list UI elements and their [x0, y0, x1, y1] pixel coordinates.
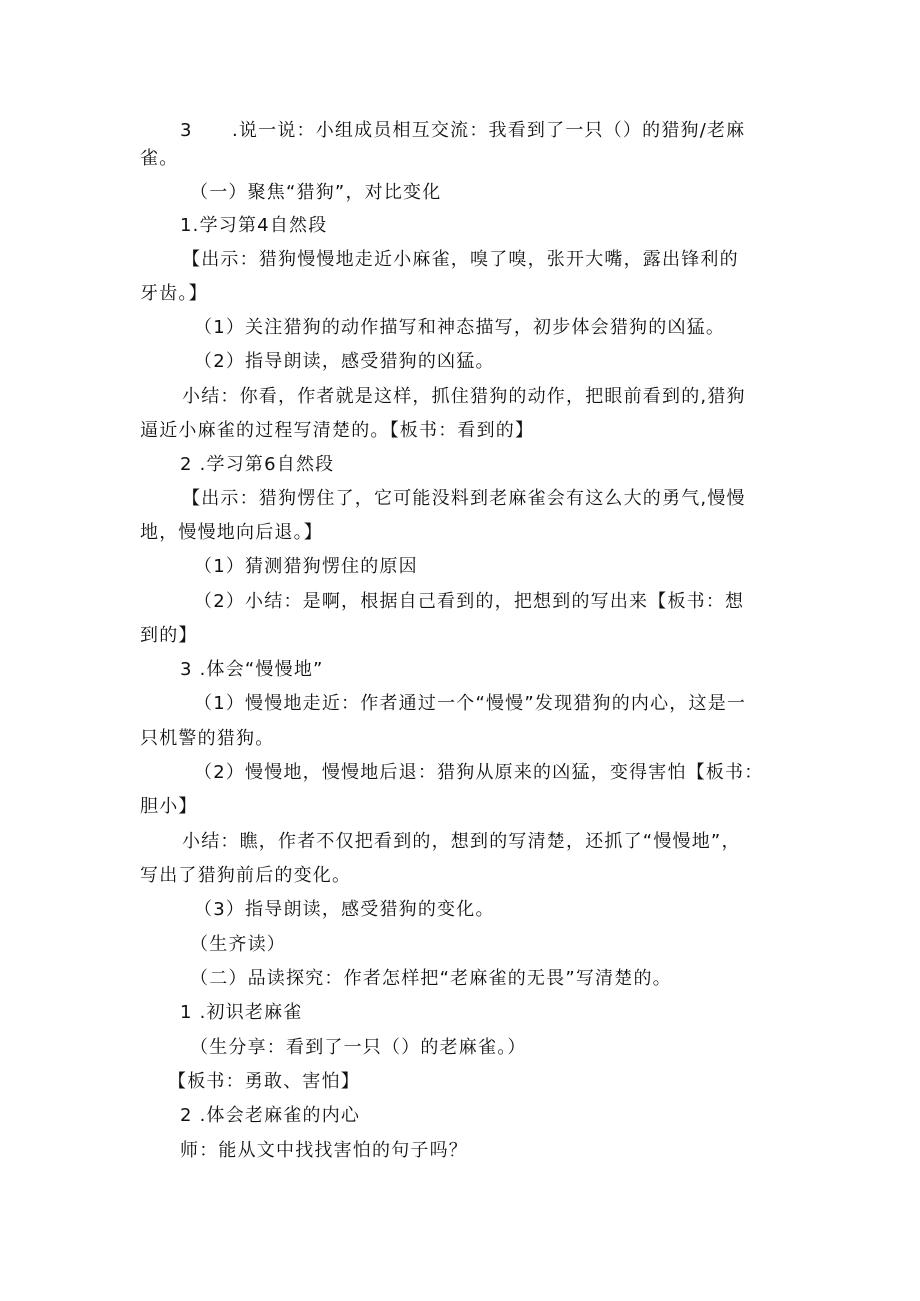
section-heading-2: （二）品读探究：作者怎样把“老麻雀的无畏”写清楚的。 — [190, 968, 672, 989]
subheading: 2 .体会老麻雀的内心 — [180, 1105, 361, 1126]
paragraph-line: 到的】 — [140, 625, 198, 646]
list-item: （2）慢慢地，慢慢地后退：猎狗从原来的凶猛，变得害怕【板书： — [194, 762, 764, 783]
list-item: （2）小结：是啊，根据自己看到的，把想到的写出来【板书：想 — [194, 591, 745, 612]
subheading: 1.学习第4自然段 — [180, 215, 328, 236]
list-item: （1）关注猎狗的动作描写和神态描写，初步体会猎狗的凶猛。 — [194, 317, 726, 338]
item-3-heading — [180, 120, 830, 142]
paragraph-line: （生齐读） — [190, 934, 286, 955]
paragraph-line: 师：能从文中找找害怕的句子吗？ — [180, 1140, 468, 1161]
summary-line: 逼近小麻雀的过程写清楚的。【板书：看到的】 — [140, 420, 535, 441]
subheading: 3 .体会“慢慢地” — [180, 659, 324, 680]
section-heading-1: （一）聚焦“猎狗”，对比变化 — [190, 182, 442, 203]
paragraph-line: 胆小】 — [140, 796, 198, 817]
paragraph-line: 【板书：勇敢、害怕】 — [168, 1071, 360, 1092]
summary-line: 小结：你看，作者就是这样，抓住猎狗的动作，把眼前看到的,猎狗 — [182, 386, 746, 407]
paragraph-line: （生分享：看到了一只（）的老麻雀。） — [190, 1037, 527, 1058]
list-item: （1）慢慢地走近：作者通过一个“慢慢”发现猎狗的内心，这是一 — [194, 693, 747, 714]
quote-line: 地，慢慢地向后退。】 — [140, 522, 323, 543]
list-item: （1）猜测猎狗愣住的原因 — [194, 556, 418, 577]
subheading: 1 .初识老麻雀 — [180, 1002, 303, 1023]
summary-line: 写出了猎狗前后的变化。 — [140, 865, 352, 886]
paragraph-line: 只机警的猎狗。 — [140, 728, 275, 749]
quote-line: 牙齿。】 — [140, 283, 208, 304]
paragraph-line: 雀。 — [140, 148, 179, 169]
quote-line: 【出示：猎狗慢慢地走近小麻雀，嗅了嗅，张开大嘴，露出锋利的 — [182, 249, 739, 270]
summary-line: 小结：瞧，作者不仅把看到的，想到的写清楚，还抓了“慢慢地”， — [182, 831, 741, 852]
list-item: （3）指导朗读，感受猎狗的变化。 — [194, 899, 495, 920]
item-number: 3 — [180, 120, 193, 141]
list-item: （2）指导朗读，感受猎狗的凶猛。 — [194, 351, 495, 372]
item-text: .说一说：小组成员相互交流：我看到了一只（）的猎狗/老麻 — [232, 120, 746, 141]
quote-line: 【出示：猎狗愣住了，它可能没料到老麻雀会有这么大的勇气,慢慢 — [182, 488, 746, 509]
subheading: 2 .学习第6自然段 — [180, 454, 335, 475]
